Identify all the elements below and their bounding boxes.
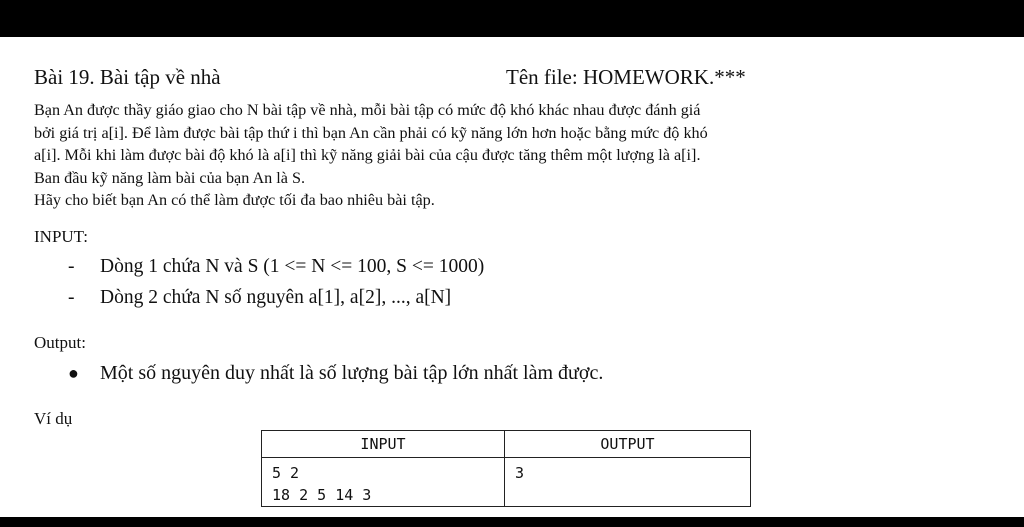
description-line: Bạn An được thầy giáo giao cho N bài tập về nhà, mỗi bài tập có mức độ khó khác nhau được đánh giá — [34, 101, 701, 119]
input-heading: INPUT: — [34, 227, 88, 246]
dash-marker: - — [68, 256, 75, 277]
example-output-line: 3 — [515, 464, 525, 482]
example-input-cell — [262, 458, 505, 507]
table-header-row — [262, 431, 751, 458]
document-page — [0, 37, 1024, 517]
input-item-text: Dòng 1 chứa N và S (1 <= N <= 100, S <= 1000) — [100, 256, 485, 277]
table-header-input: INPUT — [262, 431, 505, 458]
example-input-line: 18 2 5 14 3 — [272, 486, 372, 504]
example-input-line: 5 2 — [272, 464, 300, 482]
file-name: Tên file: HOMEWORK.*** — [506, 65, 746, 89]
example-heading: Ví dụ — [34, 409, 73, 428]
description-line: a[i]. Mỗi khi làm được bài độ khó là a[i] thì kỹ năng giải bài của cậu được tăng thêm một lượng là a[i]. — [34, 146, 701, 164]
input-item-text: Dòng 2 chứa N số nguyên a[1], a[2], ..., a[N] — [100, 287, 452, 308]
description-line: bởi giá trị a[i]. Để làm được bài tập thứ i thì bạn An cần phải có kỹ năng lớn hơn hoặc bằng mức độ khó — [34, 123, 708, 142]
table-row — [262, 458, 751, 507]
description-line: Hãy cho biết bạn An có thể làm được tối đa bao nhiêu bài tập. — [34, 191, 435, 209]
output-item-text: Một số nguyên duy nhất là số lượng bài tập lớn nhất làm được. — [100, 362, 604, 384]
problem-description — [34, 99, 974, 212]
example-output-cell — [505, 458, 751, 507]
input-item — [68, 287, 451, 309]
output-item — [68, 362, 603, 385]
problem-title: Bài 19. Bài tập về nhà — [34, 65, 221, 89]
dash-marker: - — [68, 287, 75, 308]
input-item — [68, 256, 484, 278]
example-table — [261, 430, 751, 507]
output-heading: Output: — [34, 333, 86, 352]
table-header-output: OUTPUT — [505, 431, 751, 458]
description-line: Ban đầu kỹ năng làm bài của bạn An là S. — [34, 168, 306, 187]
bullet-icon: ● — [68, 363, 79, 383]
